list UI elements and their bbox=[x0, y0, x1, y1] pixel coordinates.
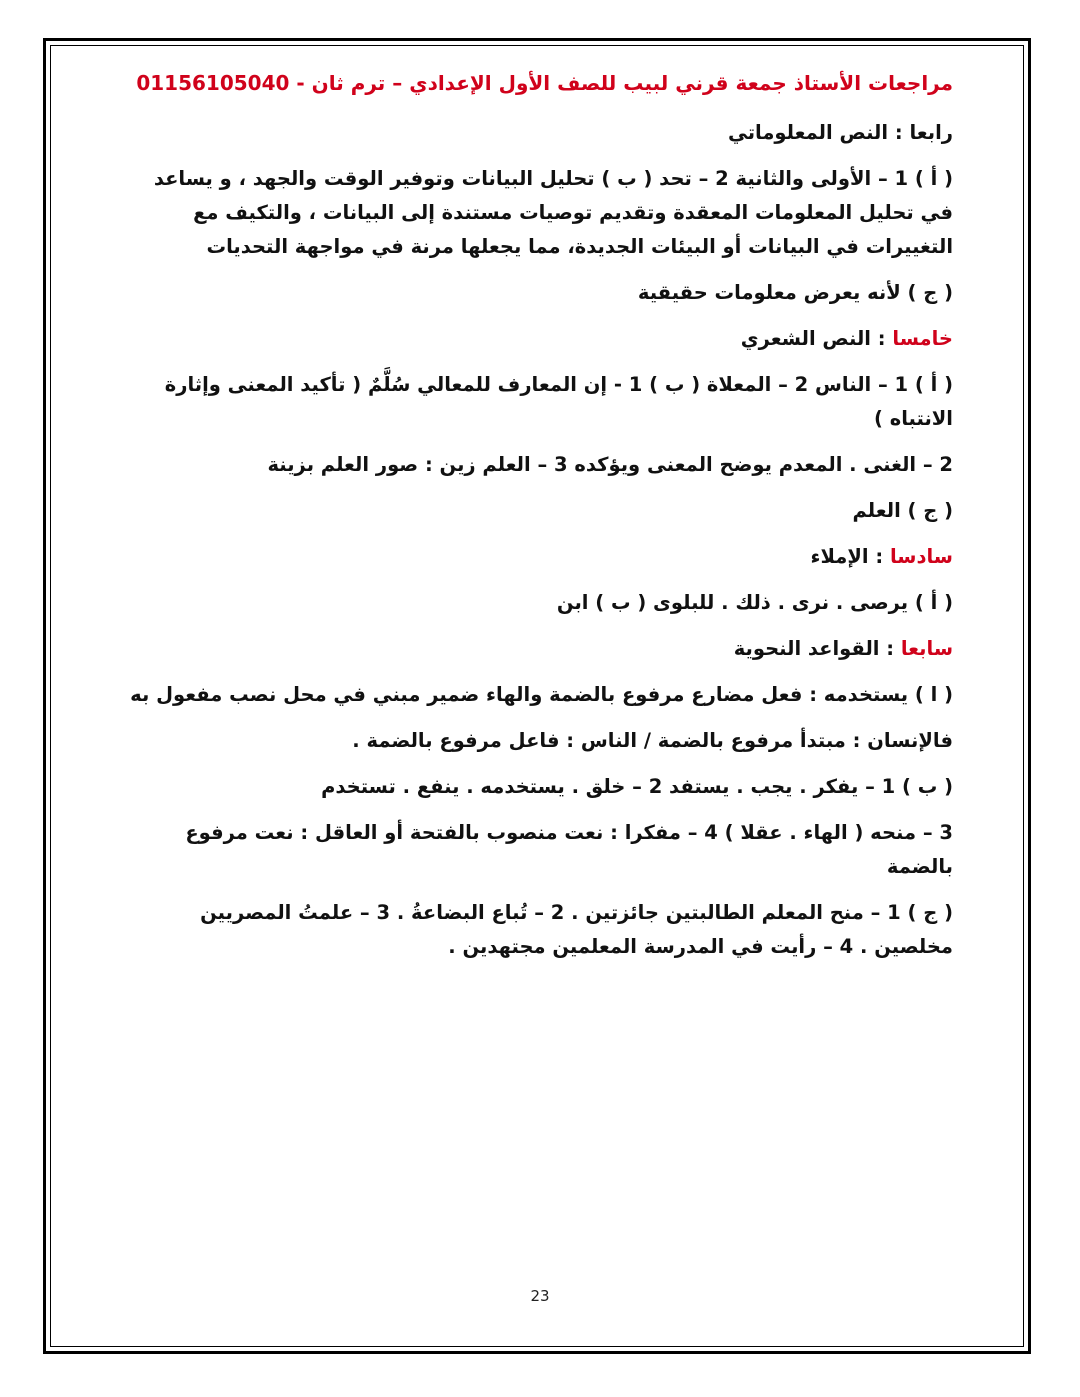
answer-paragraph: ( أ ) 1 – الناس 2 – المعلاة ( ب ) 1 - إن المعارف للمعالي سُلَّمٌ ( تأكيد المعنى وإثارة الانتباه ) bbox=[164, 373, 953, 430]
section-separator: : bbox=[888, 121, 910, 144]
section-poetry-text bbox=[120, 322, 953, 528]
section-informational-text bbox=[120, 116, 953, 310]
answer-paragraph: ( ج ) 1 – منح المعلم الطالبتين جائزتين . 2 – تُباع البضاعةُ . 3 – علمتُ المصريين مخلصين . 4 – رأيت في المدرسة المعلمين مجتهدين . bbox=[200, 901, 953, 958]
answer-paragraph: ( ج ) العلم bbox=[852, 499, 953, 522]
section-separator: : bbox=[868, 545, 890, 568]
answer-paragraph: 3 – منحه ( الهاء . عقلا ) 4 – مفكرا : نعت منصوب بالفتحة أو العاقل : نعت مرفوع بالضمة bbox=[185, 821, 953, 878]
section-separator: : bbox=[879, 637, 901, 660]
answer-paragraph: ( ا ) يستخدمه : فعل مضارع مرفوع بالضمة والهاء ضمير مبني في محل نصب مفعول به bbox=[130, 683, 953, 706]
answer-paragraph: ( ب ) 1 – يفكر . يجب . يستفد 2 – خلق . يستخدمه . ينفع . تستخدم bbox=[321, 775, 953, 798]
section-grammar bbox=[120, 632, 953, 964]
section-title: القواعد النحوية bbox=[733, 637, 880, 660]
section-label: رابعا bbox=[909, 121, 953, 144]
page-header: مراجعات الأستاذ جمعة قرني لبيب للصف الأول الإعدادي – ترم ثان - 01156105040 bbox=[136, 71, 953, 95]
section-heading bbox=[120, 322, 953, 356]
section-dictation bbox=[120, 540, 953, 620]
section-label: سادسا bbox=[889, 545, 953, 568]
section-separator: : bbox=[870, 327, 893, 350]
answer-paragraph: فالإنسان : مبتدأ مرفوع بالضمة / الناس : فاعل مرفوع بالضمة . bbox=[352, 729, 953, 752]
answer-paragraph: 2 – الغنى . المعدم يوضح المعنى ويؤكده 3 – العلم زين : صور العلم بزينة bbox=[267, 453, 953, 476]
section-title: النص المعلوماتي bbox=[727, 121, 889, 144]
answer-paragraph: ( ج ) لأنه يعرض معلومات حقيقية bbox=[637, 281, 953, 304]
section-heading bbox=[120, 632, 953, 666]
page-number: 23 bbox=[530, 1287, 550, 1305]
answer-paragraph: ( أ ) يرصى . نرى . ذلك . للبلوى ( ب ) ابن bbox=[556, 591, 953, 614]
section-title: الإملاء bbox=[810, 545, 869, 568]
section-title: النص الشعري bbox=[740, 327, 871, 350]
section-label: سابعا bbox=[900, 637, 953, 660]
document-body bbox=[120, 66, 953, 976]
answer-paragraph: ( أ ) 1 – الأولى والثانية 2 – تحد ( ب ) تحليل البيانات وتوفير الوقت والجهد ، و يساعد في تحليل المعلومات المعقدة وتقديم توصيات مستندة إلى البيانات ، والتكيف مع التغييرات في البيانات أو البيئات الجديدة، مما يجعلها مرنة في مواجهة التحديات bbox=[153, 167, 953, 258]
section-heading bbox=[120, 540, 953, 574]
section-heading bbox=[120, 116, 953, 150]
section-label: خامسا bbox=[892, 327, 953, 350]
